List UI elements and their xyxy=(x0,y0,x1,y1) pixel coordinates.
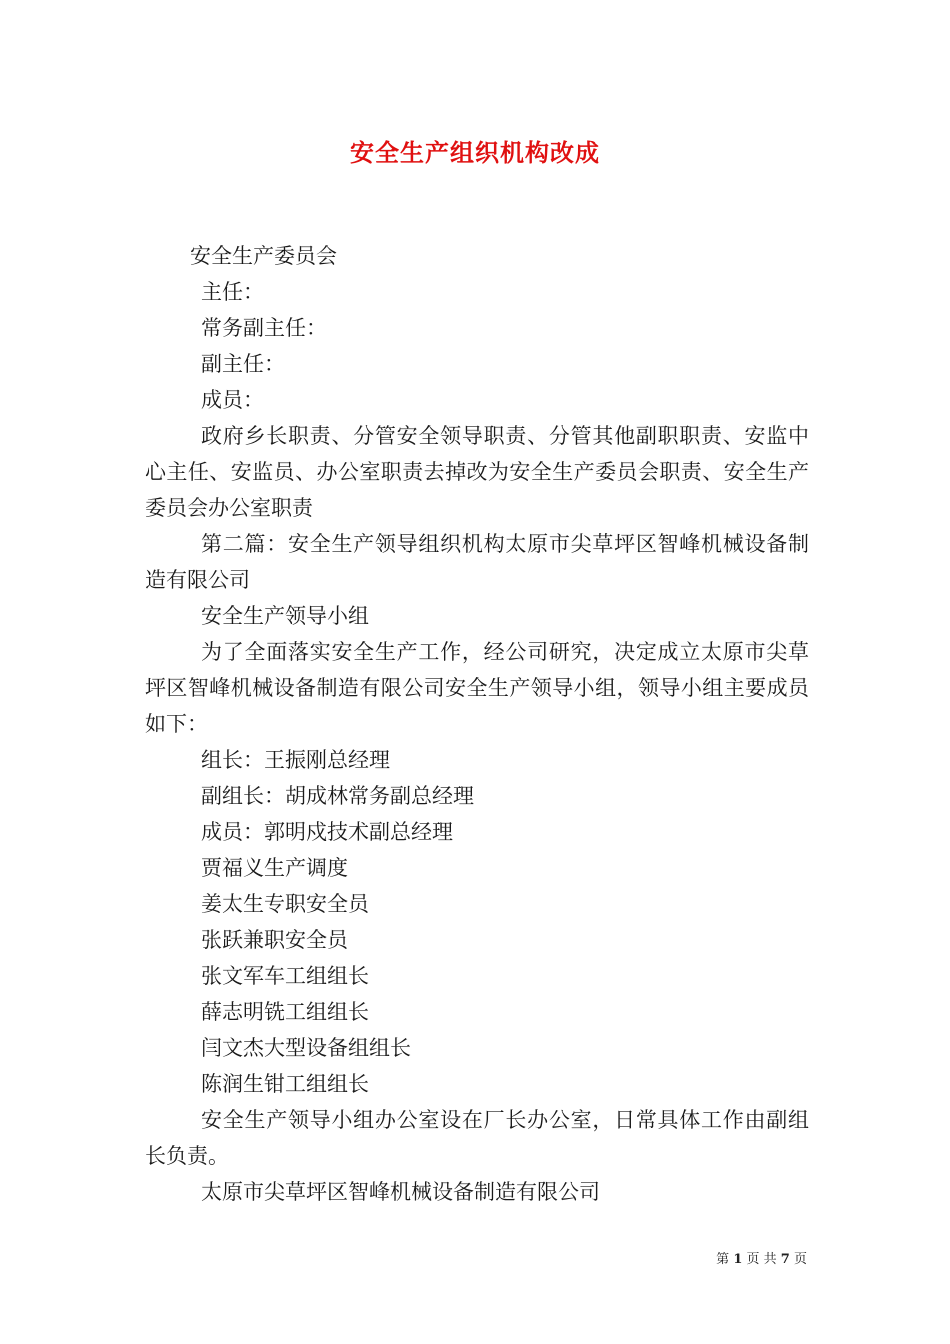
paragraph: 薛志明铣工组组长 xyxy=(201,1000,369,1024)
page-footer xyxy=(716,1248,807,1267)
paragraph: 张文军车工组组长 xyxy=(201,964,369,988)
paragraph: 姜太生专职安全员 xyxy=(201,892,369,916)
paragraph: 陈润生钳工组组长 xyxy=(201,1072,369,1096)
paragraph: 太原市尖草坪区智峰机械设备制造有限公司 xyxy=(201,1180,600,1204)
paragraph: 主任： xyxy=(201,280,264,304)
paragraph: 安全生产委员会 xyxy=(190,244,337,268)
document-title: 安全生产组织机构改成 xyxy=(350,138,600,167)
paragraph: 贾福义生产调度 xyxy=(201,856,348,880)
paragraph: 成员：郭明戍技术副总经理 xyxy=(201,820,453,844)
paragraph: 闫文杰大型设备组组长 xyxy=(201,1036,411,1060)
paragraph: 安全生产领导小组办公室设在厂长办公室，日常具体工作由副组长负责。 xyxy=(145,1108,809,1168)
footer-prefix: 第 xyxy=(716,1252,730,1267)
paragraph: 副主任： xyxy=(201,352,285,376)
footer-current-page: 1 xyxy=(733,1252,743,1267)
paragraph: 政府乡长职责、分管安全领导职责、分管其他副职职责、安监中心主任、安监员、办公室职责去掉改为安全生产委员会职责、安全生产委员会办公室职责 xyxy=(145,424,809,520)
paragraph: 为了全面落实安全生产工作，经公司研究，决定成立太原市尖草坪区智峰机械设备制造有限公司安全生产领导小组，领导小组主要成员如下： xyxy=(145,640,809,736)
paragraph: 成员： xyxy=(201,388,264,412)
footer-suffix: 页 xyxy=(793,1252,807,1267)
footer-total-pages: 7 xyxy=(780,1252,790,1267)
paragraph: 常务副主任： xyxy=(201,316,327,340)
document-body xyxy=(145,238,809,1210)
paragraph: 安全生产领导小组 xyxy=(201,604,369,628)
paragraph: 组长：王振刚总经理 xyxy=(201,748,390,772)
paragraph: 张跃兼职安全员 xyxy=(201,928,348,952)
paragraph: 副组长：胡成林常务副总经理 xyxy=(201,784,474,808)
footer-middle: 页 共 xyxy=(746,1252,777,1267)
paragraph: 第二篇：安全生产领导组织机构太原市尖草坪区智峰机械设备制造有限公司 xyxy=(145,532,809,592)
